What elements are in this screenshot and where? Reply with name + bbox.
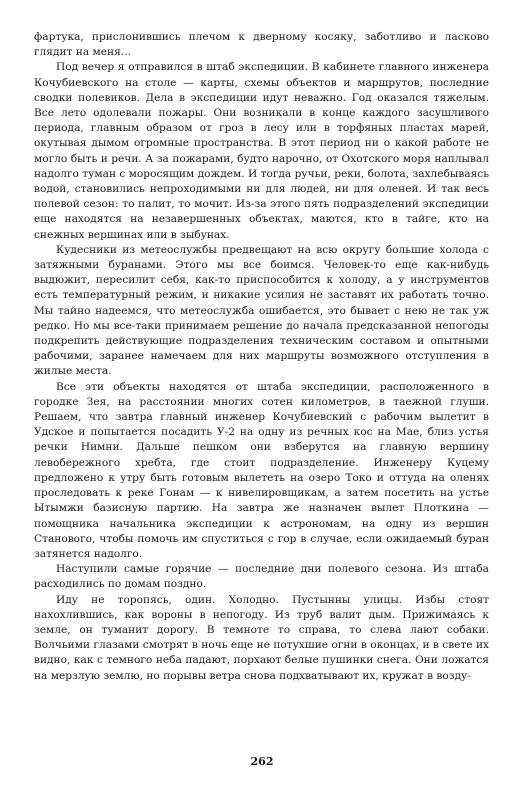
paragraph-continuation: фартука, прислонившись плечом к дверному косяку, заботливо и ласково глядит на меня… <box>34 31 489 59</box>
paragraph: Кудесники из метеослужбы предвещают на всю округу большие холода с затяжными буранами. Этого мы все боимся. Человек-то еще как-нибудь выдюжит, пересилит себя, как-то приспособится к холоду, а у инструментов есть температурный режим, и никакие усилия не заставят их работать точно. Мы тайно надеемся, что метеослужба ошибается, это бывает с нею не так уж редко. Но мы все-таки принимаем решение до начала предсказанной непогоды подкрепить действующие подразделения техническим составом и опытными рабочими, заранее намечаем для них маршруты возможного отступления в жилые места. <box>34 243 489 378</box>
page-number: 262 <box>250 755 274 768</box>
paragraph: Иду не торопясь, один. Холодно. Пустынны улицы. Избы стоят нахохлившись, как вороны в непогоду. Из труб валит дым. Прижимаясь к земле, он туманит дорогу. В темноте то справа, то слева лают собаки. Волчьими глазами смотрят в ночь еще не потухшие огни в оконцах, и в свете их видно, как с темного неба падают, порхают белые пушинки снега. Они ложатся на мерзлую землю, но порывы ветра снова подхватывают их, кружат в возду- <box>34 593 489 682</box>
paragraph: Все эти объекты находятся от штаба экспедиции, расположенного в городке Зея, на расстоянии многих сотен километров, в таежной глуши. Решаем, что завтра главный инженер Кочубиевский с рабочим вылетит в Удское и попытается посадить У-2 на одну из речных кос на Мае, близ устья речки Нимни. Дальше пешком они взберутся на главную вершину левобережного хребта, где стоит подразделение. Инженеру Куцему предложено к утру быть готовым вылететь на озеро Токо и оттуда на оленях проследовать к реке Гонам — к нивелировщикам, а затем посетить на устье Ытымжи базисную партию. На завтра же назначен вылет Плоткина — помощника начальника экспедиции к астрономам, на одну из вершин Станового, чтобы помочь им спуститься с гор в случае, если ожидаемый буран затянется надолго. <box>34 380 489 560</box>
paragraph: Под вечер я отправился в штаб экспедиции. В кабинете главного инженера Кочубиевского на столе — карты, схемы объектов и маршрутов, последние сводки полевиков. Дела в экспедиции идут неважно. Год оказался тяжелым. Все лето одолевали пожары. Они возникали в конце каждого засушливого периода, главным образом от гроз в лесу или в торфяных пластах марей, окутывая дымом огромные пространства. В этот период ни о какой работе не могло быть и речи. А за пожарами, будто нарочно, от Охотского моря наплывал надолго туман с моросящим дождем. И тогда ручьи, реки, болота, захлебываясь водой, становились непроходимыми ни для людей, ни для оленей. И так весь полевой сезон: то палит, то мочит. Из-за этого пять подразделений экспедиции еще находятся на незавершенных объектах, маются, кто в тайге, кто на снежных вершинах или в зыбунах. <box>34 61 489 241</box>
page-body <box>34 30 489 684</box>
paragraph: Наступили самые горячие — последние дни полевого сезона. Из штаба расходились по домам поздно. <box>34 563 489 591</box>
